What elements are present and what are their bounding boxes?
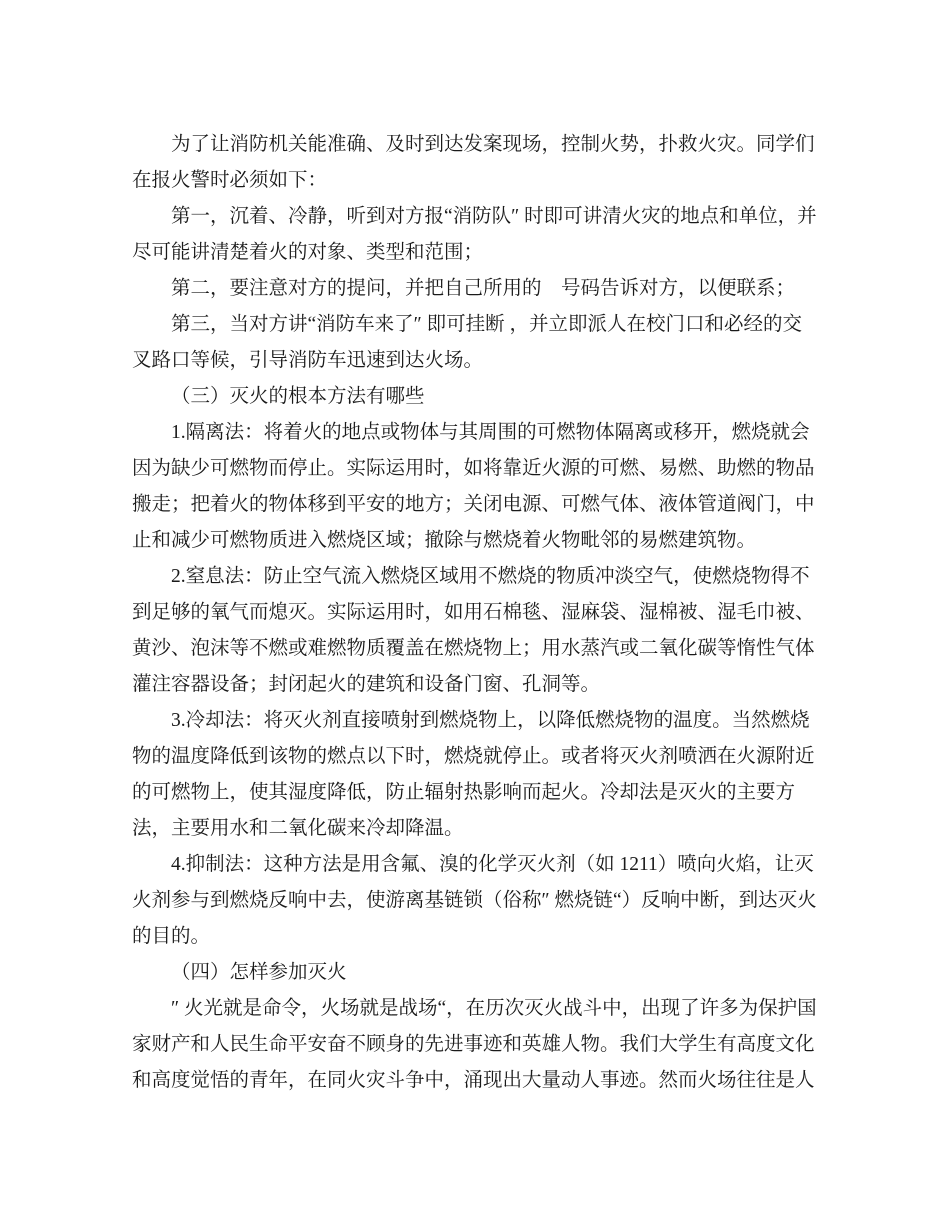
text-line: 和高度觉悟的青年，在同火灾斗争中，涌现出大量动人事迹。然而火场往往是人	[132, 1070, 815, 1091]
text-line: 物的温度降低到该物的燃点以下时，燃烧就停止。或者将灭火剂喷洒在火源附近	[132, 746, 815, 767]
text-line: （四）怎样参加灭火	[171, 962, 347, 983]
text-line: 黄沙、泡沫等不燃或难燃物质覆盖在燃烧物上；用水蒸汽或二氧化碳等惰性气体	[132, 638, 815, 659]
text-line: 叉路口等候，引导消防车迅速到达火场。	[132, 350, 484, 371]
text-line: （三）灭火的根本方法有哪些	[171, 386, 425, 407]
text-line: 止和减少可燃物质进入燃烧区域；撤除与燃烧着火物毗邻的易燃建筑物。	[132, 530, 757, 551]
text-line: 4.抑制法：这种方法是用含氟、溴的化学灭火剂（如 1211）喷向火焰，让灭	[171, 854, 814, 875]
text-line: 2.窒息法：防止空气流入燃烧区域用不燃烧的物质冲淡空气，使燃烧物得不	[171, 566, 810, 587]
text-line: 第二，要注意对方的提问，并把自己所用的 号码告诉对方，以便联系；	[171, 278, 796, 299]
text-line: 第三，当对方讲“消防车来了″ 即可挂断 ，并立即派人在校门口和必经的交	[171, 314, 803, 335]
text-line: 3.冷却法：将灭火剂直接喷射到燃烧物上，以降低燃烧物的温度。当然燃烧	[171, 710, 810, 731]
text-line: 火剂参与到燃烧反响中去，使游离基链锁（俗称″ 燃烧链“）反响中断，到达灭火	[132, 890, 817, 911]
document-text	[132, 127, 824, 1099]
text-line: 为了让消防机关能准确、及时到达发案现场，控制火势，扑救火灾。同学们	[171, 134, 815, 155]
text-line: 灌注容器设备；封闭起火的建筑和设备门窗、孔洞等。	[132, 674, 601, 695]
text-line: 1.隔离法：将着火的地点或物体与其周围的可燃物体隔离或移开，燃烧就会	[171, 422, 810, 443]
text-line: 在报火警时必须如下：	[132, 170, 328, 191]
text-line: 到足够的氧气而熄灭。实际运用时，如用石棉毯、湿麻袋、湿棉被、湿毛巾被、	[132, 602, 815, 623]
text-line: 的可燃物上，使其湿度降低，防止辐射热影响而起火。冷却法是灭火的主要方	[132, 782, 796, 803]
text-line: 法，主要用水和二氧化碳来冷却降温。	[132, 818, 464, 839]
text-line: 尽可能讲清楚着火的对象、类型和范围；	[132, 242, 484, 263]
text-line: 的目的。	[132, 926, 211, 947]
text-line: ″ 火光就是命令，火场就是战场“，在历次灭火战斗中，出现了许多为保护国	[171, 998, 817, 1019]
text-line: 因为缺少可燃物而停止。实际运用时，如将靠近火源的可燃、易燃、助燃的物品	[132, 458, 815, 479]
text-line: 家财产和人民生命平安奋不顾身的先进事迹和英雄人物。我们大学生有高度文化	[132, 1034, 815, 1055]
text-line: 第一，沉着、冷静，听到对方报“消防队″ 时即可讲清火灾的地点和单位，并	[171, 206, 817, 227]
text-line: 搬走；把着火的物体移到平安的地方；关闭电源、可燃气体、液体管道阀门，中	[132, 494, 815, 515]
